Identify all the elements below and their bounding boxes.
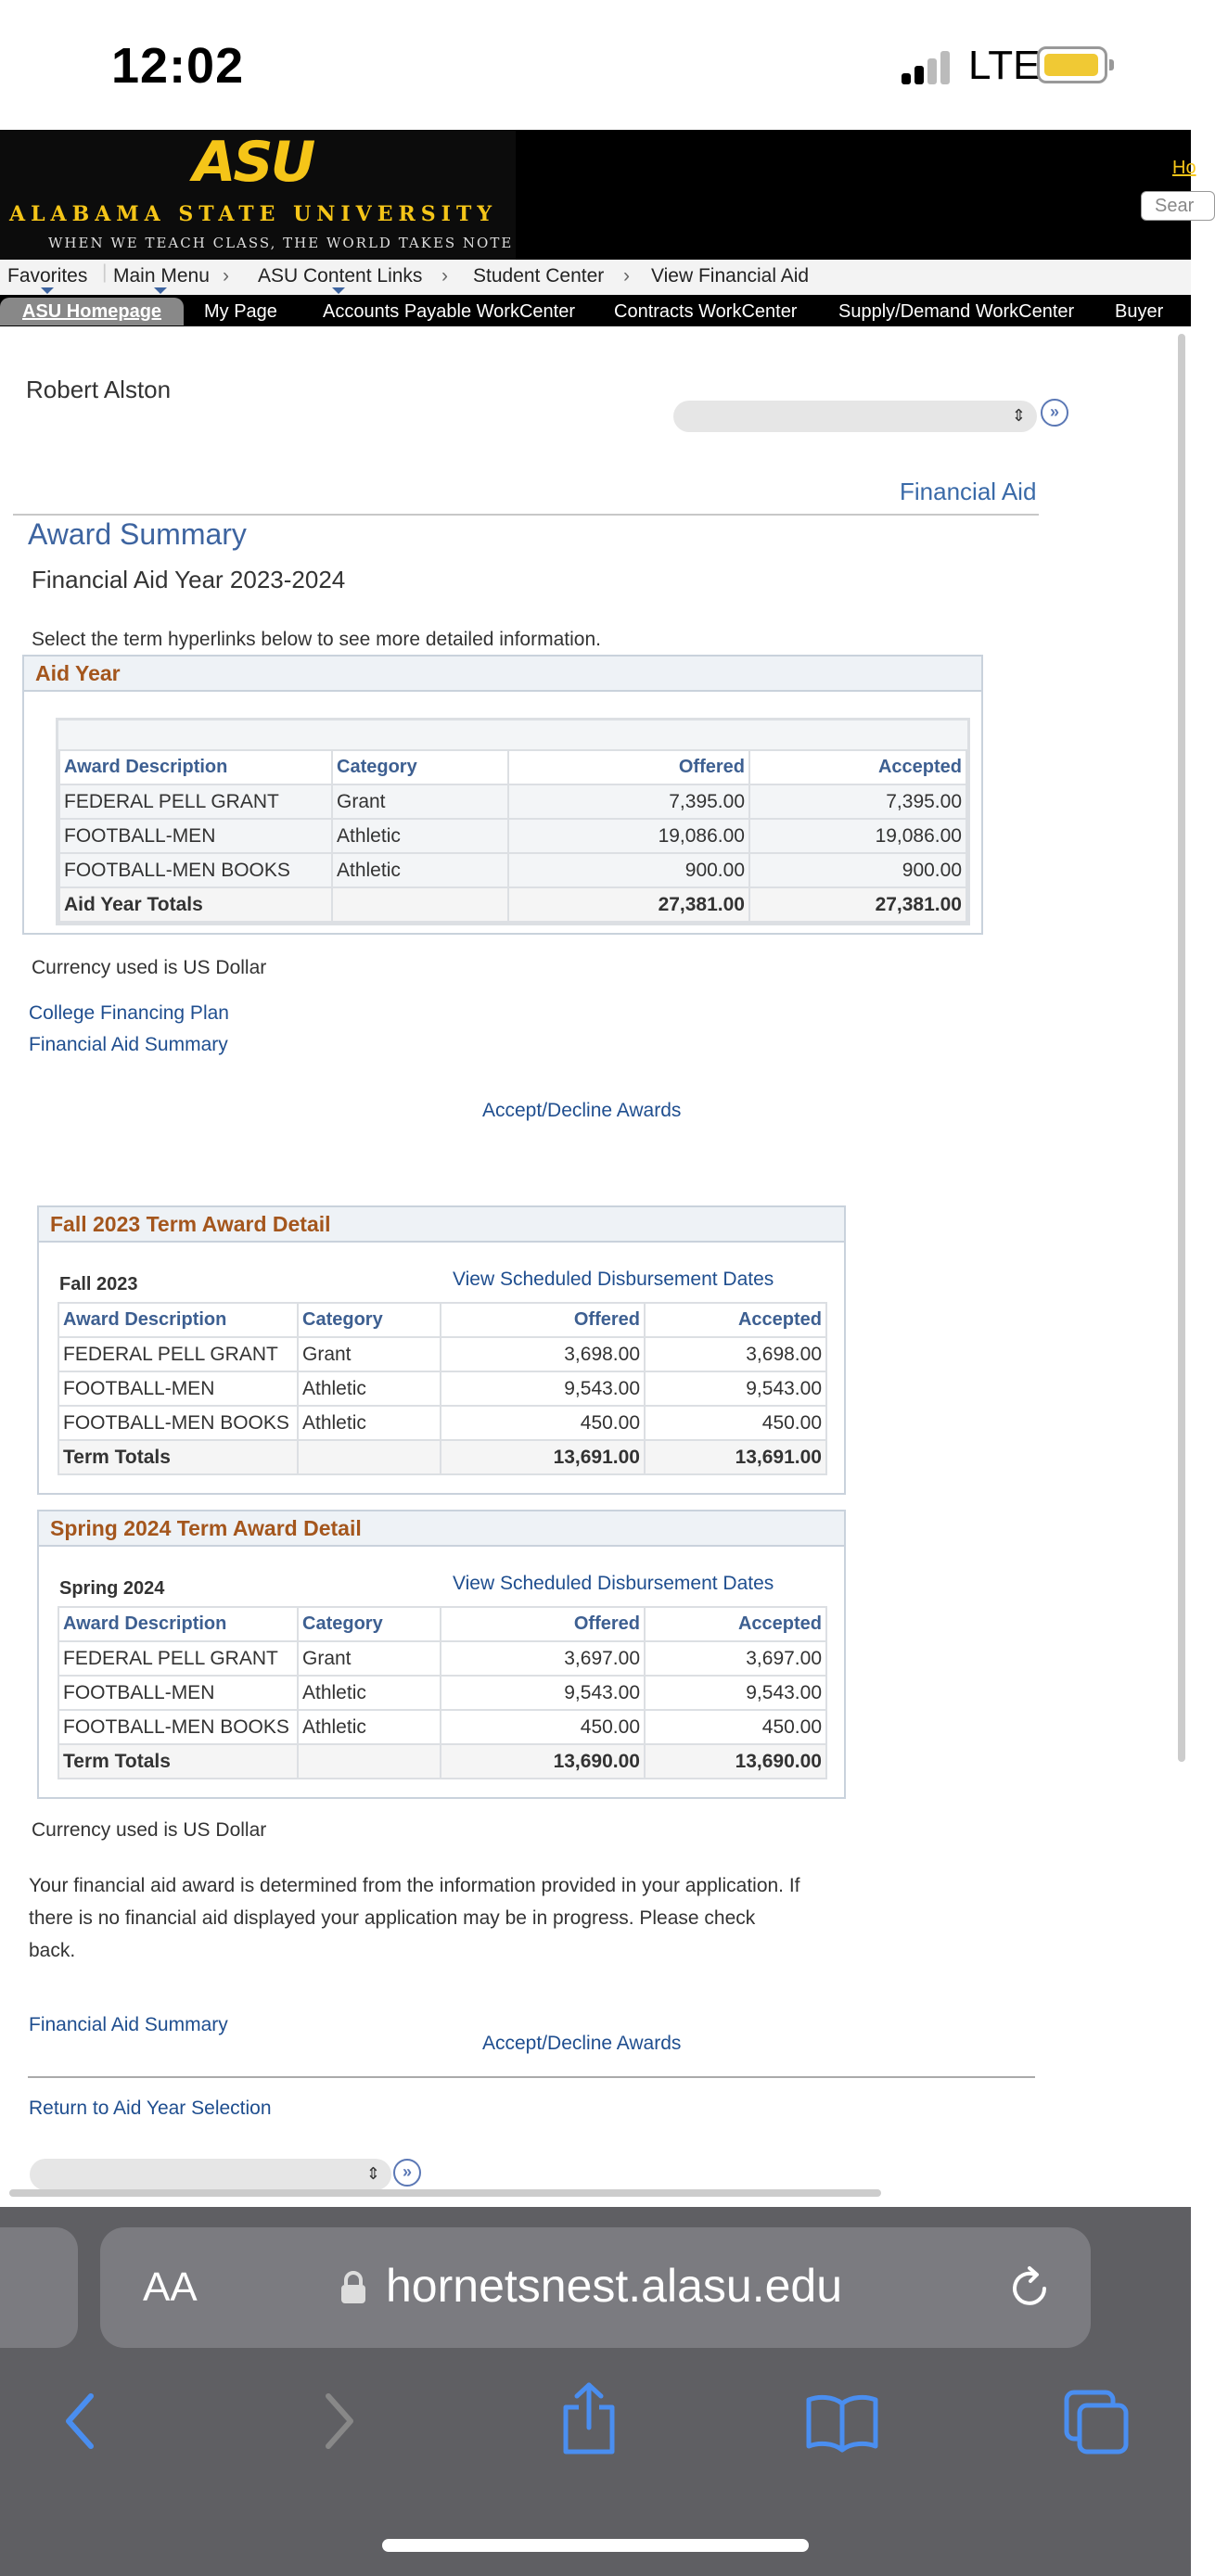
aid-year-table [58,749,967,923]
award-category: Grant [298,1641,441,1676]
signal-icon [902,51,957,84]
spring-term-name: Spring 2024 [59,1578,165,1599]
totals-row [58,1440,826,1474]
award-accepted: 3,698.00 [645,1337,826,1371]
table-header-row [58,1303,826,1337]
chevron-right-icon: › [441,265,448,287]
award-category: Grant [298,1337,441,1371]
site-header [0,130,1196,260]
award-accepted: 9,543.00 [645,1676,826,1710]
address-bar[interactable] [100,2227,1091,2348]
award-accepted: 19,086.00 [749,819,966,853]
award-accepted: 450.00 [645,1406,826,1440]
award-accepted: 450.00 [645,1710,826,1744]
award-offered: 900.00 [508,853,749,887]
table-header-row [58,1607,826,1641]
breadcrumb-view-financial-aid[interactable]: View Financial Aid [651,265,810,287]
totals-offered: 27,381.00 [508,887,749,922]
university-logo[interactable] [0,130,516,260]
totals-category [298,1440,441,1474]
award-offered: 450.00 [441,1710,645,1744]
table-header-row [59,750,966,784]
table-row [58,1710,826,1744]
award-offered: 19,086.00 [508,819,749,853]
award-category: Athletic [298,1406,441,1440]
currency-note: Currency used is US Dollar [32,1819,267,1841]
notice-line: there is no financial aid displayed your application may be in progress. Please check [29,1907,756,1929]
network-type: LTE [968,43,1041,88]
fall-term-table [58,1302,827,1475]
divider [13,514,1039,516]
status-bar [0,0,1191,130]
column-award-description: Award Description [59,750,332,784]
go-button[interactable]: » [393,2159,421,2187]
tabs-icon[interactable] [1063,2389,1130,2455]
award-category: Athletic [332,819,508,853]
vertical-scrollbar[interactable] [1178,334,1185,1762]
award-description: FEDERAL PELL GRANT [58,1337,298,1371]
tab-asu-homepage[interactable]: ASU Homepage [0,298,184,325]
breadcrumb: Favorites | Main Menu › ASU Content Links › Student Center › View Financial Aid [0,260,1191,296]
totals-offered: 13,691.00 [441,1440,645,1474]
totals-category [298,1744,441,1779]
caret-down-icon [41,287,54,294]
column-category: Category [298,1607,441,1641]
tab-accounts-payable[interactable]: Accounts Payable WorkCenter [323,301,575,322]
browser-toolbar [0,2207,1191,2576]
column-offered: Offered [441,1303,645,1337]
battery-icon [1037,46,1107,83]
award-description: FOOTBALL-MEN [58,1371,298,1406]
award-description: FOOTBALL-MEN BOOKS [59,853,332,887]
text-size-button[interactable]: AA [143,2264,198,2310]
notice-text [29,1869,800,1967]
user-name: Robert Alston [26,376,172,403]
tab-my-page[interactable]: My Page [204,301,277,322]
award-category: Athletic [332,853,508,887]
table-row [58,1676,826,1710]
tab-supply-demand[interactable]: Supply/Demand WorkCenter [838,301,1075,322]
award-category: Athletic [298,1371,441,1406]
table-row [59,853,966,887]
column-award-description: Award Description [58,1607,298,1641]
column-accepted: Accepted [645,1303,826,1337]
home-indicator[interactable] [382,2539,809,2552]
college-financing-plan-link[interactable]: College Financing Plan [29,1002,229,1024]
caret-down-icon [154,287,167,294]
award-description: FEDERAL PELL GRANT [59,784,332,819]
workcenter-tabs [0,295,1191,350]
award-description: FOOTBALL-MEN [58,1676,298,1710]
divider [28,2076,1035,2078]
fall-term-title: Fall 2023 Term Award Detail [39,1207,844,1243]
forward-icon[interactable] [315,2389,362,2454]
fall-term-name: Fall 2023 [59,1274,138,1294]
totals-offered: 13,690.00 [441,1744,645,1779]
spring-term-title: Spring 2024 Term Award Detail [39,1511,844,1547]
award-accepted: 900.00 [749,853,966,887]
column-category: Category [332,750,508,784]
aid-year-label: Financial Aid Year 2023-2024 [32,566,346,593]
page-action-select[interactable] [673,401,1037,432]
aid-year-title: Aid Year [24,657,981,692]
award-offered: 3,698.00 [441,1337,645,1371]
award-offered: 7,395.00 [508,784,749,819]
award-offered: 450.00 [441,1406,645,1440]
award-category: Grant [332,784,508,819]
fall-term-group [37,1205,846,1495]
bookmarks-icon[interactable] [805,2392,879,2452]
spring-term-group [37,1510,846,1799]
accept-decline-link[interactable]: Accept/Decline Awards [482,1100,682,1121]
totals-accepted: 13,691.00 [645,1440,826,1474]
totals-accepted: 27,381.00 [749,887,966,922]
go-button[interactable]: » [1041,399,1068,427]
table-row [59,784,966,819]
back-icon[interactable] [58,2389,104,2454]
table-row [58,1371,826,1406]
award-description: FEDERAL PELL GRANT [58,1641,298,1676]
award-description: FOOTBALL-MEN BOOKS [58,1406,298,1440]
breadcrumb-favorites[interactable]: Favorites [7,265,88,287]
column-award-description: Award Description [58,1303,298,1337]
share-icon[interactable] [556,2381,621,2455]
table-row [58,1406,826,1440]
lock-icon [339,2270,367,2305]
url-text: hornetsnest.alasu.edu [386,2260,843,2312]
breadcrumb-content-links[interactable]: ASU Content Links [258,265,423,287]
award-description: FOOTBALL-MEN [59,819,332,853]
page-action-select-bottom[interactable] [30,2159,391,2190]
award-offered: 9,543.00 [441,1676,645,1710]
chevron-right-icon: › [623,265,630,287]
reload-icon[interactable] [1004,2263,1055,2315]
award-accepted: 3,697.00 [645,1641,826,1676]
table-row [58,1641,826,1676]
award-offered: 3,697.00 [441,1641,645,1676]
totals-accepted: 13,690.00 [645,1744,826,1779]
page-title: Award Summary [28,517,247,551]
award-category: Athletic [298,1710,441,1744]
totals-label: Term Totals [58,1440,298,1474]
spring-term-table [58,1606,827,1779]
award-accepted: 7,395.00 [749,784,966,819]
notice-line: back. [29,1940,76,1961]
aid-year-group [22,655,983,935]
table-row [59,819,966,853]
column-accepted: Accepted [645,1607,826,1641]
column-category: Category [298,1303,441,1337]
award-description: FOOTBALL-MEN BOOKS [58,1710,298,1744]
financial-aid-link[interactable]: Financial Aid [900,478,1037,505]
totals-row [59,887,966,922]
award-accepted: 9,543.00 [645,1371,826,1406]
column-accepted: Accepted [749,750,966,784]
header-home-link[interactable]: Ho [1172,158,1196,178]
totals-category [332,887,508,922]
caret-down-icon [332,287,345,294]
notice-line: Your financial aid award is determined from the information provided in your application. If [29,1875,800,1896]
spring-disbursement-link[interactable]: View Scheduled Disbursement Dates [453,1573,774,1594]
column-offered: Offered [508,750,749,784]
breadcrumb-student-center[interactable]: Student Center [473,265,605,287]
breadcrumb-main-menu[interactable]: Main Menu [113,265,210,287]
logo-mark: ASU [193,130,313,195]
award-offered: 9,543.00 [441,1371,645,1406]
currency-note: Currency used is US Dollar [32,957,267,978]
totals-label: Aid Year Totals [59,887,332,922]
instructions-text: Select the term hyperlinks below to see more detailed information. [32,629,601,650]
header-search-input[interactable]: Sear [1141,191,1215,221]
chevron-right-icon: › [223,265,229,287]
column-offered: Offered [441,1607,645,1641]
select-arrows-icon: ⇕ [365,2164,380,2183]
totals-label: Term Totals [58,1744,298,1779]
logo-university-name: ALABAMA STATE UNIVERSITY [9,202,498,226]
tab-contracts[interactable]: Contracts WorkCenter [614,301,798,322]
financial-aid-summary-link[interactable]: Financial Aid Summary [29,2014,228,2035]
horizontal-scrollbar[interactable] [9,2189,881,2197]
select-arrows-icon: ⇕ [1011,406,1026,425]
return-aid-year-link[interactable]: Return to Aid Year Selection [29,2098,272,2119]
logo-tagline: WHEN WE TEACH CLASS, THE WORLD TAKES NOTE [48,235,514,251]
table-row [58,1337,826,1371]
totals-row [58,1744,826,1779]
previous-tab-preview[interactable] [0,2227,78,2348]
status-time: 12:02 [111,38,245,94]
financial-aid-summary-link[interactable]: Financial Aid Summary [29,1034,228,1055]
tab-buyer[interactable]: Buyer Wo [1115,301,1164,350]
fall-disbursement-link[interactable]: View Scheduled Disbursement Dates [453,1269,774,1290]
award-category: Athletic [298,1676,441,1710]
accept-decline-link[interactable]: Accept/Decline Awards [482,2033,682,2054]
